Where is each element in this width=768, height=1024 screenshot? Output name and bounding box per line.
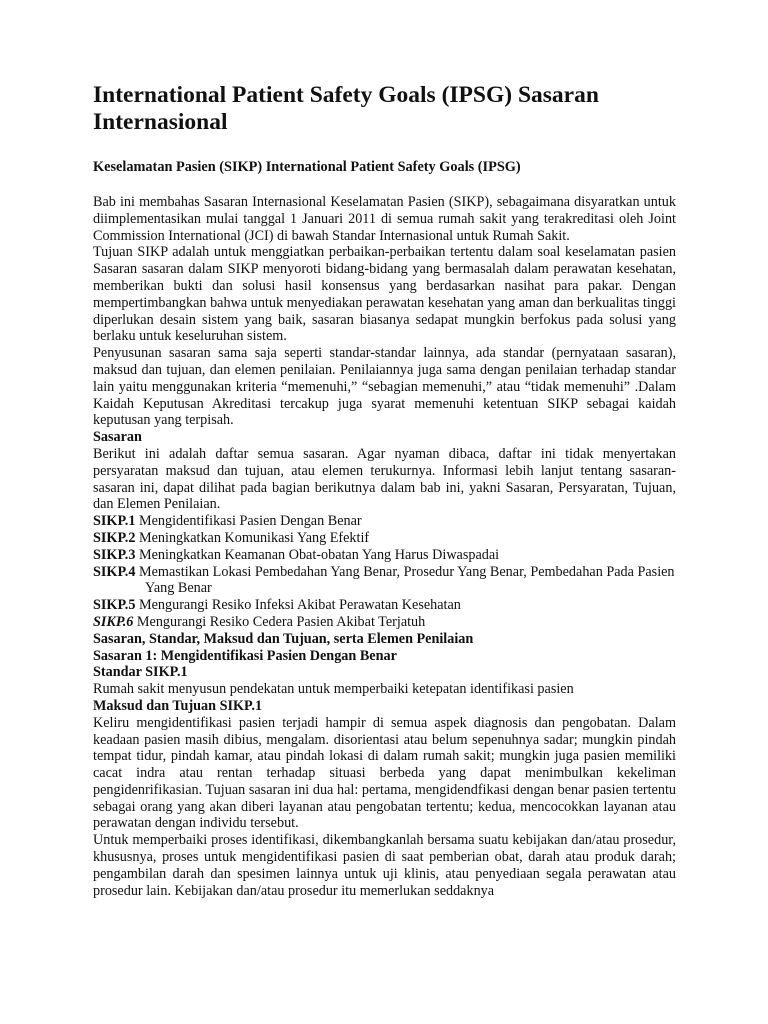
goal-item <box>93 530 676 547</box>
sasaran-heading: Sasaran <box>93 429 142 446</box>
goal-item <box>93 564 676 581</box>
goal-text: Meningkatkan Komunikasi Yang Efektif <box>135 529 370 546</box>
goal-text: Mengurangi Resiko Cedera Pasien Akibat Terjatuh <box>133 613 426 630</box>
maksud-paragraph-1: Keliru mengidentifikasi pasien terjadi hampir di semua aspek diagnosis dan pengobatan. Dalam keadaan pasien masih dibius, mengalam. disorientasi atau belum sepenuhnya sadar; mungkin pindah tempat tidur, pindah kamar, atau pindah lokasi di dalam rumah sakit; mungkin juga pasien memiliki cacat indra atau rentan terhadap situasi berbeda yang dapat menimbulkan kekeliman pengidenrifikasian. Tujuan sasaran ini dua hal: pertama, mengidendfikasi dengan benar pasien tertentu sebagai orang yang akan diberi layanan atau pengobatan tertentu; kedua, mencocokkan layanan atau perawatan dengan individu tersebut. <box>93 714 676 832</box>
goal-item <box>93 597 676 614</box>
goal-code: SIKP.2 <box>93 529 136 546</box>
goal-code: SIKP.5 <box>93 597 136 614</box>
goal-code: SIKP.3 <box>93 546 136 563</box>
document-subtitle: Keselamatan Pasien (SIKP) International Patient Safety Goals (IPSG) <box>93 159 521 175</box>
goal-code: SIKP.6 <box>93 613 134 630</box>
document-title: International Patient Safety Goals (IPSG) Sasaran Internasional <box>93 82 599 135</box>
section-heading-maksud: Maksud dan Tujuan SIKP.1 <box>93 697 263 714</box>
goal-item <box>93 614 676 631</box>
intro-paragraph-3: Penyusunan sasaran sama saja seperti standar-standar lainnya, ada standar (pernyataan sasaran), maksud dan tujuan, dan elemen penilaian. Penilaiannya juga sama dengan penilaian terhadap standar lain yaitu menggunakan kriteria “memenuhi,” “sebagian memenuhi,” atau “tidak memenuhi” .Dalam Kaidah Keputusan Akreditasi tercakup juga syarat memenuhi ketentuan SIKP sebagai kaidah keputusan yang terpisah. <box>93 345 676 429</box>
goal-item <box>93 547 676 564</box>
standard-1-text: Rumah sakit menyusun pendekatan untuk memperbaiki ketepatan identifikasi pasien <box>93 681 574 698</box>
goal-continuation: Yang Benar <box>145 580 212 597</box>
sasaran-intro: Berikut ini adalah daftar semua sasaran. Agar nyaman dibaca, daftar ini tidak menyertakan persyaratan maksud dan tujuan, atau elemen terukurnya. Informasi lebih lanjut tentang sasaran-sasaran ini, dapat dilihat pada bagian berikutnya dalam bab ini, yakni Sasaran, Persyaratan, Tujuan, dan Elemen Penilaian. <box>93 445 676 513</box>
goal-text: Mengurangi Resiko Infeksi Akibat Perawatan Kesehatan <box>135 597 461 614</box>
document-body <box>93 194 676 899</box>
goal-text: Meningkatkan Keamanan Obat-obatan Yang Harus Diwaspadai <box>135 546 500 563</box>
goal-text: Mengidentifikasi Pasien Dengan Benar <box>135 513 362 530</box>
goal-code: SIKP.4 <box>93 563 136 580</box>
goal-code: SIKP.1 <box>93 513 136 530</box>
goal-item <box>93 513 676 530</box>
intro-paragraph-1: Bab ini membahas Sasaran Internasional Keselamatan Pasien (SIKP), sebagaimana disyaratkan untuk diimplementasikan mulai tanggal 1 Januari 2011 di semua rumah sakit yang terakreditasi oleh Joint Commission International (JCI) di bawah Standar Internasional untuk Rumah Sakit. <box>93 194 676 244</box>
section-heading-standards: Sasaran, Standar, Maksud dan Tujuan, serta Elemen Penilaian <box>93 630 474 647</box>
goal-text: Memastikan Lokasi Pembedahan Yang Benar, Prosedur Yang Benar, Pembedahan Pada Pasien <box>135 563 675 580</box>
intro-paragraph-2: Tujuan SIKP adalah untuk menggiatkan perbaikan-perbaikan tertentu dalam soal keselamatan pasien Sasaran sasaran dalam SIKP menyoroti bidang-bidang yang bermasalah dalam perawatan kesehatan, memberikan bukti dan solusi hasil konsensus yang berdasarkan nasihat para pakar. Dengan mempertimbangkan bahwa untuk menyediakan perawatan kesehatan yang aman dan berkualitas tinggi diperlukan desain sistem yang baik, sasaran biasanya sedapat mungkin berfokus pada solusi yang berlaku untuk keseluruhan sistem. <box>93 244 676 345</box>
section-heading-standard-1: Standar SIKP.1 <box>93 664 188 681</box>
maksud-paragraph-2: Untuk memperbaiki proses identifikasi, dikembangkanlah bersama suatu kebijakan dan/atau prosedur, khususnya, proses untuk mengidentifikasi pasien di saat pemberian obat, darah atau produk darah; pengambilan darah dan spesimen lainnya untuk uji klinis, atau penyediaan segala perawatan atau prosedur lain. Kebijakan dan/atau prosedur itu memerlukan seddaknya <box>93 832 676 899</box>
section-heading-goal-1: Sasaran 1: Mengidentifikasi Pasien Dengan Benar <box>93 647 397 664</box>
